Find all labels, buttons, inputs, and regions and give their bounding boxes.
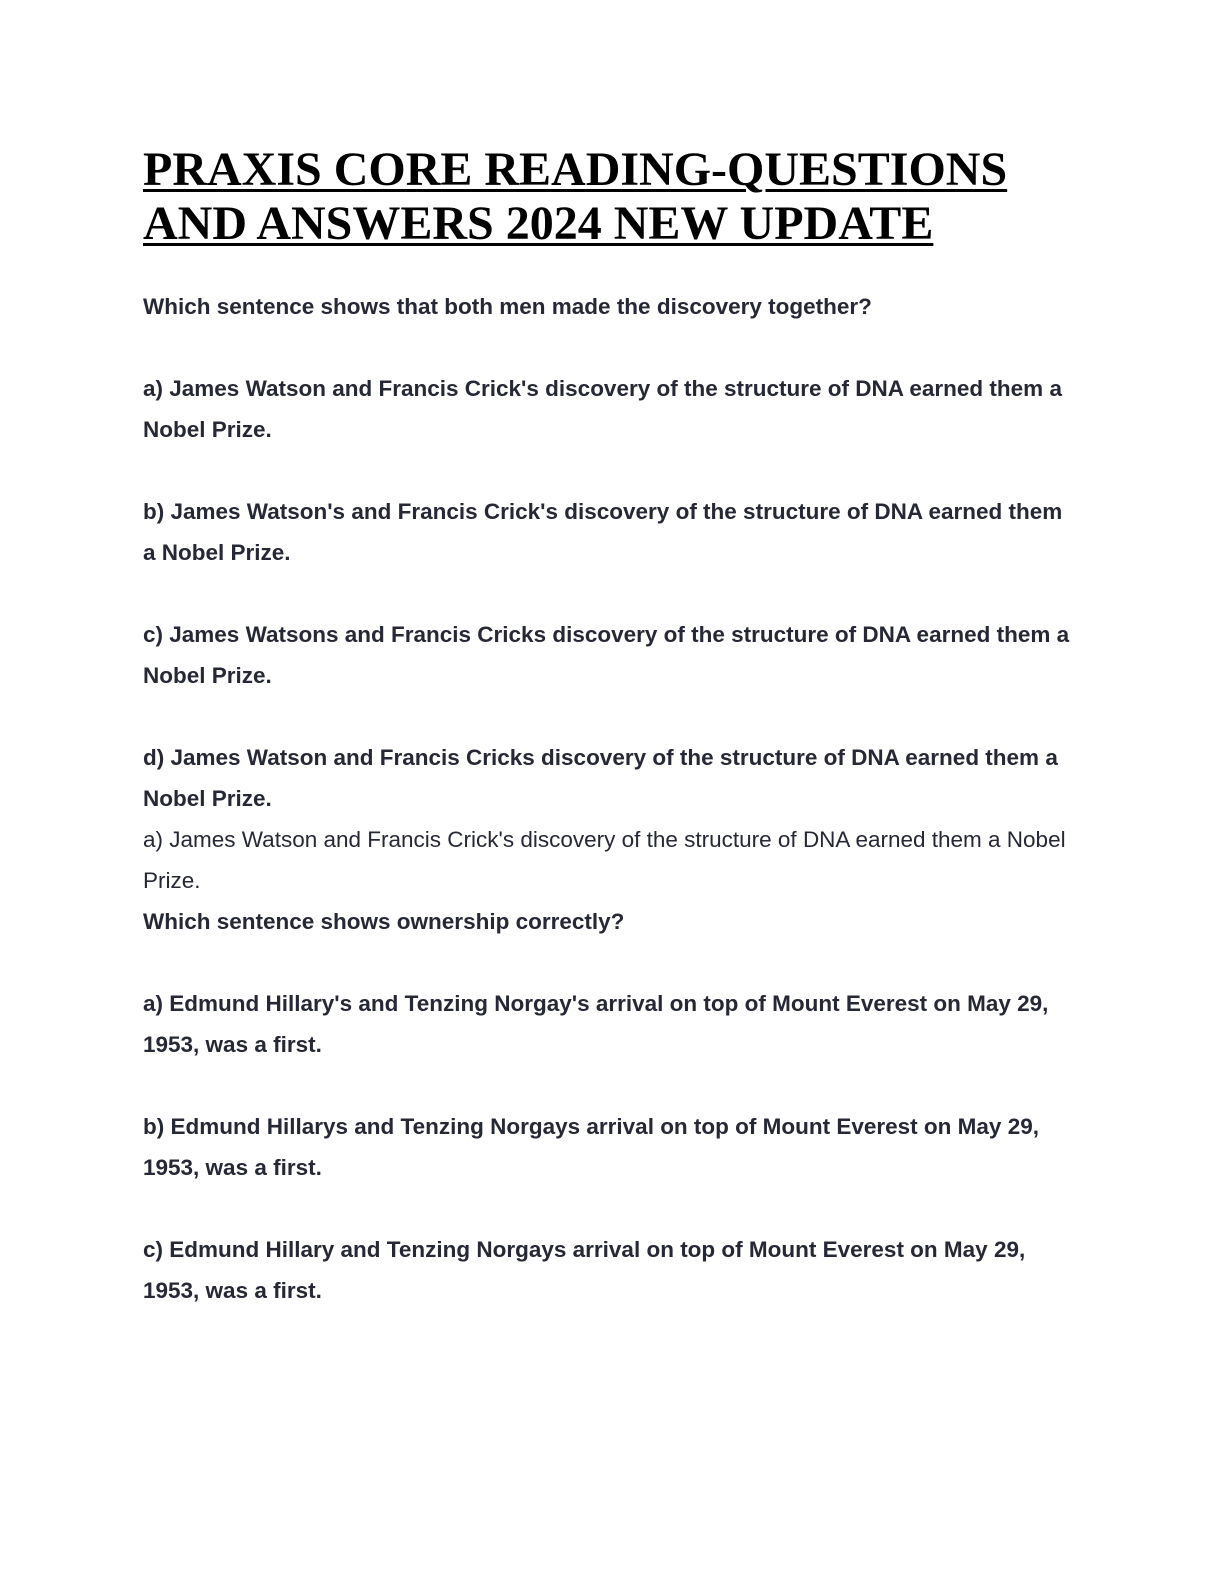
question-2: Which sentence shows ownership correctly?	[143, 909, 625, 934]
question-1-option-b: b) James Watson's and Francis Crick's discovery of the structure of DNA earned them a Nobel Prize.	[143, 499, 1063, 565]
question-1-option-a: a) James Watson and Francis Crick's discovery of the structure of DNA earned them a Nobel Prize.	[143, 376, 1062, 442]
question-2-option-b: b) Edmund Hillarys and Tenzing Norgays arrival on top of Mount Everest on May 29, 1953, was a first.	[143, 1114, 1039, 1180]
question-1-option-d: d) James Watson and Francis Cricks discovery of the structure of DNA earned them a Nobel Prize.	[143, 745, 1058, 811]
title-line-2: AND ANSWERS 2024 NEW UPDATE	[143, 197, 934, 250]
title-line-1: PRAXIS CORE READING-QUESTIONS	[143, 143, 1008, 196]
question-1: Which sentence shows that both men made the discovery together?	[143, 294, 872, 319]
question-1-answer: a) James Watson and Francis Crick's discovery of the structure of DNA earned them a Nobel Prize.	[143, 827, 1066, 893]
question-2-option-a: a) Edmund Hillary's and Tenzing Norgay's arrival on top of Mount Everest on May 29, 1953, was a first.	[143, 991, 1049, 1057]
document-title	[143, 143, 1083, 251]
document-body	[143, 286, 1078, 1311]
question-2-option-c: c) Edmund Hillary and Tenzing Norgays arrival on top of Mount Everest on May 29, 1953, was a first.	[143, 1237, 1026, 1303]
question-1-option-c: c) James Watsons and Francis Cricks discovery of the structure of DNA earned them a Nobel Prize.	[143, 622, 1070, 688]
